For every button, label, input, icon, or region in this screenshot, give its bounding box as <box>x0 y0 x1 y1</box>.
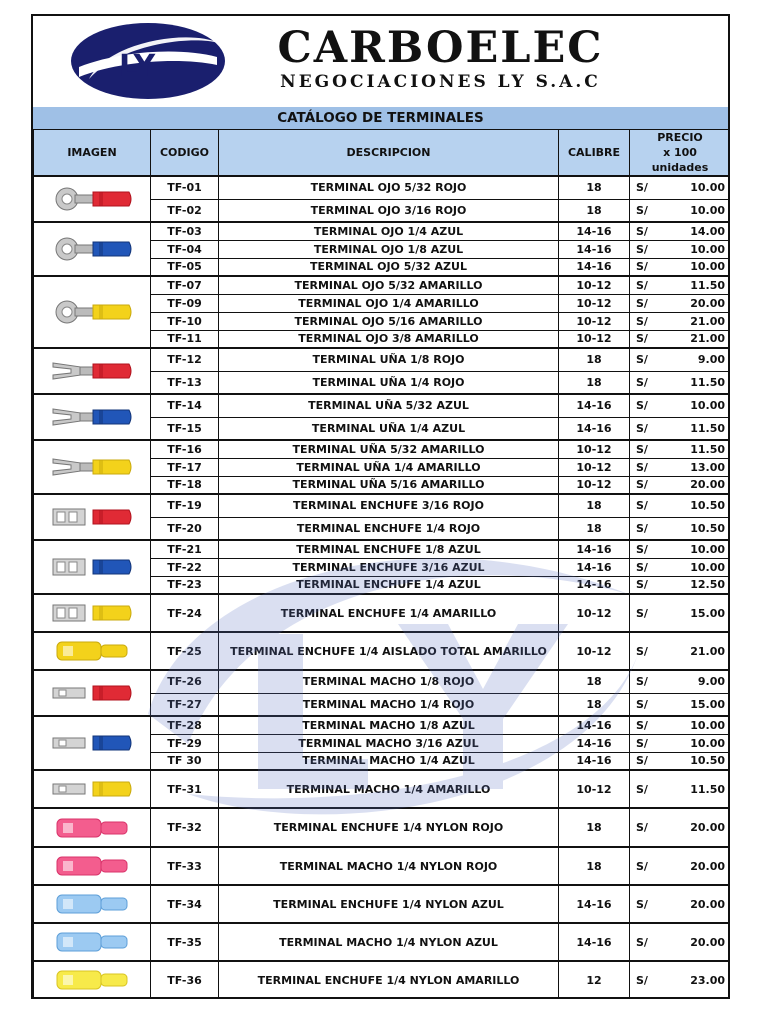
table-row <box>34 276 731 294</box>
codigo-cell: TF-14 <box>151 394 219 417</box>
currency-cell: S/ <box>630 176 658 199</box>
nylon-male-terminal-icon <box>34 923 151 961</box>
precio-cell: 10.50 <box>658 517 731 540</box>
calibre-cell: 14-16 <box>559 222 630 240</box>
precio-cell: 20.00 <box>658 294 731 312</box>
descripcion-cell: TERMINAL MACHO 1/4 NYLON ROJO <box>219 847 559 885</box>
calibre-cell: 12 <box>559 961 630 999</box>
currency-cell: S/ <box>630 961 658 999</box>
descripcion-cell: TERMINAL UÑA 1/4 ROJO <box>219 371 559 394</box>
currency-cell: S/ <box>630 594 658 632</box>
currency-cell: S/ <box>630 476 658 494</box>
descripcion-cell: TERMINAL OJO 5/32 AMARILLO <box>219 276 559 294</box>
precio-cell: 20.00 <box>658 923 731 961</box>
codigo-cell: TF-26 <box>151 670 219 693</box>
currency-cell: S/ <box>630 716 658 734</box>
codigo-cell: TF-03 <box>151 222 219 240</box>
currency-cell: S/ <box>630 576 658 594</box>
currency-cell: S/ <box>630 394 658 417</box>
currency-cell: S/ <box>630 632 658 670</box>
nylon-female-terminal-icon <box>34 961 151 999</box>
precio-cell: 14.00 <box>658 222 731 240</box>
descripcion-cell: TERMINAL ENCHUFE 1/4 NYLON AMARILLO <box>219 961 559 999</box>
calibre-cell: 18 <box>559 517 630 540</box>
fork-terminal-icon <box>34 348 151 394</box>
precio-cell: 21.00 <box>658 312 731 330</box>
column-header-descripcion: DESCRIPCION <box>219 130 559 177</box>
calibre-cell: 10-12 <box>559 632 630 670</box>
precio-cell: 10.00 <box>658 258 731 276</box>
precio-cell: 10.50 <box>658 494 731 517</box>
precio-cell: 11.50 <box>658 770 731 808</box>
descripcion-cell: TERMINAL MACHO 1/4 NYLON AZUL <box>219 923 559 961</box>
fork-terminal-icon <box>34 440 151 494</box>
calibre-cell: 10-12 <box>559 440 630 458</box>
codigo-cell: TF-25 <box>151 632 219 670</box>
column-header-calibre: CALIBRE <box>559 130 630 177</box>
codigo-cell: TF-01 <box>151 176 219 199</box>
catalog-title: CATÁLOGO DE TERMINALES <box>33 107 728 130</box>
currency-cell: S/ <box>630 770 658 808</box>
currency-cell: S/ <box>630 752 658 770</box>
codigo-cell: TF-28 <box>151 716 219 734</box>
calibre-cell: 14-16 <box>559 576 630 594</box>
precio-cell: 10.00 <box>658 716 731 734</box>
currency-cell: S/ <box>630 417 658 440</box>
calibre-cell: 10-12 <box>559 276 630 294</box>
calibre-cell: 14-16 <box>559 716 630 734</box>
calibre-cell: 10-12 <box>559 476 630 494</box>
nylon-female-terminal-icon <box>34 885 151 923</box>
calibre-cell: 10-12 <box>559 294 630 312</box>
descripcion-cell: TERMINAL ENCHUFE 1/8 AZUL <box>219 540 559 558</box>
descripcion-cell: TERMINAL OJO 1/4 AZUL <box>219 222 559 240</box>
currency-cell: S/ <box>630 258 658 276</box>
precio-cell: 10.50 <box>658 752 731 770</box>
table-row <box>34 716 731 734</box>
currency-cell: S/ <box>630 808 658 847</box>
table-row <box>34 176 731 199</box>
fork-terminal-icon <box>34 394 151 440</box>
precio-cell: 10.00 <box>658 240 731 258</box>
calibre-cell: 10-12 <box>559 458 630 476</box>
currency-cell: S/ <box>630 440 658 458</box>
table-header-row <box>34 130 731 177</box>
codigo-cell: TF-31 <box>151 770 219 808</box>
currency-cell: S/ <box>630 558 658 576</box>
currency-cell: S/ <box>630 885 658 923</box>
codigo-cell: TF-11 <box>151 330 219 348</box>
precio-cell: 20.00 <box>658 847 731 885</box>
column-header-precio <box>630 130 731 177</box>
calibre-cell: 14-16 <box>559 752 630 770</box>
calibre-cell: 14-16 <box>559 923 630 961</box>
precio-cell: 13.00 <box>658 458 731 476</box>
currency-cell: S/ <box>630 330 658 348</box>
table-row <box>34 440 731 458</box>
calibre-cell: 18 <box>559 348 630 371</box>
logo-letters: LY <box>119 49 156 84</box>
catalog-table-wrap <box>33 129 728 999</box>
calibre-cell: 18 <box>559 176 630 199</box>
currency-cell: S/ <box>630 847 658 885</box>
calibre-cell: 18 <box>559 693 630 716</box>
descripcion-cell: TERMINAL ENCHUFE 1/4 NYLON AZUL <box>219 885 559 923</box>
precio-cell: 9.00 <box>658 670 731 693</box>
column-header-imagen: IMAGEN <box>34 130 151 177</box>
descripcion-cell: TERMINAL UÑA 5/16 AMARILLO <box>219 476 559 494</box>
descripcion-cell: TERMINAL OJO 1/4 AMARILLO <box>219 294 559 312</box>
descripcion-cell: TERMINAL OJO 5/32 ROJO <box>219 176 559 199</box>
precio-cell: 9.00 <box>658 348 731 371</box>
catalog-page <box>31 14 730 999</box>
codigo-cell: TF-16 <box>151 440 219 458</box>
ring-terminal-icon <box>34 222 151 276</box>
precio-cell: 11.50 <box>658 417 731 440</box>
calibre-cell: 14-16 <box>559 885 630 923</box>
codigo-cell: TF-22 <box>151 558 219 576</box>
codigo-cell: TF-33 <box>151 847 219 885</box>
ring-terminal-icon <box>34 176 151 222</box>
descripcion-cell: TERMINAL ENCHUFE 1/4 AMARILLO <box>219 594 559 632</box>
male-terminal-icon <box>34 670 151 716</box>
table-row <box>34 923 731 961</box>
nylon-male-terminal-icon <box>34 847 151 885</box>
codigo-cell: TF-23 <box>151 576 219 594</box>
precio-cell: 15.00 <box>658 693 731 716</box>
codigo-cell: TF-29 <box>151 734 219 752</box>
precio-cell: 20.00 <box>658 808 731 847</box>
precio-cell: 12.50 <box>658 576 731 594</box>
descripcion-cell: TERMINAL MACHO 1/8 AZUL <box>219 716 559 734</box>
ly-logo-icon <box>69 21 227 101</box>
descripcion-cell: TERMINAL ENCHUFE 3/16 AZUL <box>219 558 559 576</box>
calibre-cell: 18 <box>559 199 630 222</box>
brand-subtitle: NEGOCIACIONES LY S.A.C <box>280 72 601 92</box>
table-row <box>34 808 731 847</box>
currency-cell: S/ <box>630 540 658 558</box>
calibre-cell: 14-16 <box>559 240 630 258</box>
descripcion-cell: TERMINAL ENCHUFE 1/4 ROJO <box>219 517 559 540</box>
codigo-cell: TF-07 <box>151 276 219 294</box>
calibre-cell: 10-12 <box>559 594 630 632</box>
precio-cell: 10.00 <box>658 394 731 417</box>
codigo-cell: TF-17 <box>151 458 219 476</box>
precio-label: PRECIO <box>657 131 703 144</box>
table-row <box>34 632 731 670</box>
codigo-cell: TF-09 <box>151 294 219 312</box>
table-row <box>34 670 731 693</box>
calibre-cell: 14-16 <box>559 558 630 576</box>
calibre-cell: 10-12 <box>559 312 630 330</box>
descripcion-cell: TERMINAL UÑA 5/32 AMARILLO <box>219 440 559 458</box>
descripcion-cell: TERMINAL OJO 5/16 AMARILLO <box>219 312 559 330</box>
codigo-cell: TF-24 <box>151 594 219 632</box>
precio-cell: 21.00 <box>658 632 731 670</box>
currency-cell: S/ <box>630 923 658 961</box>
ring-terminal-icon <box>34 276 151 348</box>
descripcion-cell: TERMINAL OJO 1/8 AZUL <box>219 240 559 258</box>
codigo-cell: TF-20 <box>151 517 219 540</box>
codigo-cell: TF-34 <box>151 885 219 923</box>
codigo-cell: TF-13 <box>151 371 219 394</box>
table-row <box>34 394 731 417</box>
precio-cell: 11.50 <box>658 440 731 458</box>
precio-cell: 11.50 <box>658 276 731 294</box>
brand-name: CARBOELEC <box>277 23 604 73</box>
precio-cell: 10.00 <box>658 558 731 576</box>
descripcion-cell: TERMINAL MACHO 3/16 AZUL <box>219 734 559 752</box>
table-row <box>34 961 731 999</box>
descripcion-cell: TERMINAL ENCHUFE 1/4 NYLON ROJO <box>219 808 559 847</box>
codigo-cell: TF-21 <box>151 540 219 558</box>
codigo-cell: TF-36 <box>151 961 219 999</box>
precio-cell: 20.00 <box>658 476 731 494</box>
precio-cell: 15.00 <box>658 594 731 632</box>
precio-cell: 10.00 <box>658 540 731 558</box>
male-terminal-icon <box>34 770 151 808</box>
calibre-cell: 18 <box>559 670 630 693</box>
female-terminal-icon <box>34 594 151 632</box>
descripcion-cell: TERMINAL OJO 3/16 ROJO <box>219 199 559 222</box>
currency-cell: S/ <box>630 693 658 716</box>
codigo-cell: TF-19 <box>151 494 219 517</box>
calibre-cell: 14-16 <box>559 394 630 417</box>
precio-cell: 10.00 <box>658 176 731 199</box>
currency-cell: S/ <box>630 240 658 258</box>
descripcion-cell: TERMINAL MACHO 1/8 ROJO <box>219 670 559 693</box>
calibre-cell: 14-16 <box>559 417 630 440</box>
precio-cell: 23.00 <box>658 961 731 999</box>
calibre-cell: 18 <box>559 371 630 394</box>
precio-cell: 11.50 <box>658 371 731 394</box>
codigo-cell: TF 30 <box>151 752 219 770</box>
currency-cell: S/ <box>630 348 658 371</box>
precio-cell: 10.00 <box>658 199 731 222</box>
male-terminal-icon <box>34 716 151 770</box>
precio-cell: 20.00 <box>658 885 731 923</box>
table-row <box>34 847 731 885</box>
currency-cell: S/ <box>630 312 658 330</box>
calibre-cell: 18 <box>559 847 630 885</box>
descripcion-cell: TERMINAL ENCHUFE 1/4 AISLADO TOTAL AMARILLO <box>219 632 559 670</box>
page-header <box>33 16 728 109</box>
currency-cell: S/ <box>630 371 658 394</box>
table-row <box>34 348 731 371</box>
codigo-cell: TF-02 <box>151 199 219 222</box>
codigo-cell: TF-04 <box>151 240 219 258</box>
descripcion-cell: TERMINAL UÑA 5/32 AZUL <box>219 394 559 417</box>
codigo-cell: TF-10 <box>151 312 219 330</box>
precio-cell: 21.00 <box>658 330 731 348</box>
descripcion-cell: TERMINAL OJO 3/8 AMARILLO <box>219 330 559 348</box>
currency-cell: S/ <box>630 517 658 540</box>
currency-cell: S/ <box>630 670 658 693</box>
currency-cell: S/ <box>630 222 658 240</box>
descripcion-cell: TERMINAL ENCHUFE 3/16 ROJO <box>219 494 559 517</box>
column-header-codigo: CODIGO <box>151 130 219 177</box>
currency-cell: S/ <box>630 276 658 294</box>
descripcion-cell: TERMINAL UÑA 1/4 AZUL <box>219 417 559 440</box>
descripcion-cell: TERMINAL MACHO 1/4 AZUL <box>219 752 559 770</box>
female-terminal-icon <box>34 540 151 594</box>
precio-cell: 10.00 <box>658 734 731 752</box>
descripcion-cell: TERMINAL UÑA 1/4 AMARILLO <box>219 458 559 476</box>
table-row <box>34 594 731 632</box>
calibre-cell: 18 <box>559 494 630 517</box>
calibre-cell: 18 <box>559 808 630 847</box>
codigo-cell: TF-05 <box>151 258 219 276</box>
codigo-cell: TF-35 <box>151 923 219 961</box>
table-row <box>34 885 731 923</box>
codigo-cell: TF-18 <box>151 476 219 494</box>
currency-cell: S/ <box>630 294 658 312</box>
descripcion-cell: TERMINAL UÑA 1/8 ROJO <box>219 348 559 371</box>
insulated-female-terminal-icon <box>34 632 151 670</box>
codigo-cell: TF-12 <box>151 348 219 371</box>
currency-cell: S/ <box>630 458 658 476</box>
descripcion-cell: TERMINAL MACHO 1/4 AMARILLO <box>219 770 559 808</box>
calibre-cell: 14-16 <box>559 734 630 752</box>
descripcion-cell: TERMINAL MACHO 1/4 ROJO <box>219 693 559 716</box>
calibre-cell: 10-12 <box>559 330 630 348</box>
catalog-table <box>33 129 730 999</box>
table-row <box>34 222 731 240</box>
table-row <box>34 540 731 558</box>
codigo-cell: TF-27 <box>151 693 219 716</box>
nylon-female-terminal-icon <box>34 808 151 847</box>
calibre-cell: 10-12 <box>559 770 630 808</box>
table-row <box>34 770 731 808</box>
currency-cell: S/ <box>630 494 658 517</box>
calibre-cell: 14-16 <box>559 258 630 276</box>
table-row <box>34 494 731 517</box>
descripcion-cell: TERMINAL ENCHUFE 1/4 AZUL <box>219 576 559 594</box>
currency-cell: S/ <box>630 734 658 752</box>
catalog-body <box>34 176 731 999</box>
currency-cell: S/ <box>630 199 658 222</box>
calibre-cell: 14-16 <box>559 540 630 558</box>
precio-unit-label: x 100 unidades <box>651 146 709 174</box>
female-terminal-icon <box>34 494 151 540</box>
codigo-cell: TF-32 <box>151 808 219 847</box>
codigo-cell: TF-15 <box>151 417 219 440</box>
descripcion-cell: TERMINAL OJO 5/32 AZUL <box>219 258 559 276</box>
